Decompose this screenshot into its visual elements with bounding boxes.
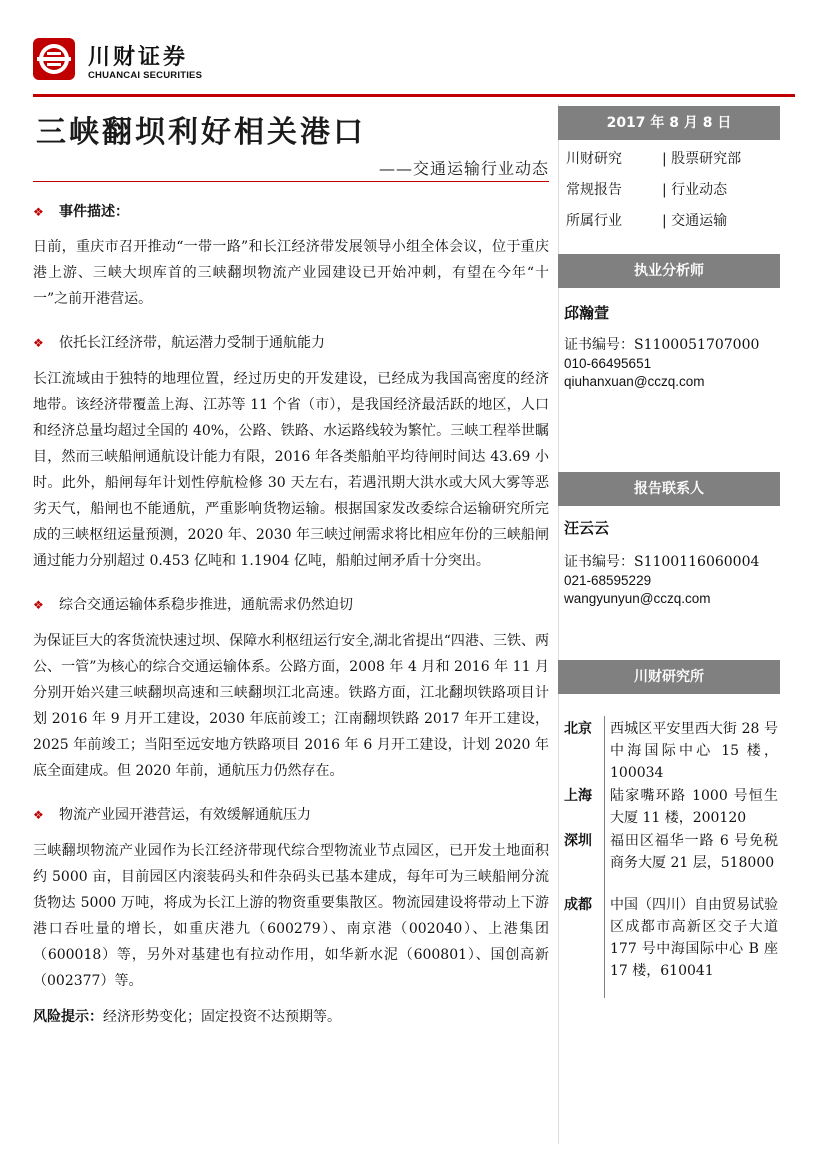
brand-name-cn: 川财证券 xyxy=(88,45,189,70)
diamond-bullet-icon: ❖ xyxy=(33,808,44,822)
header-divider xyxy=(33,94,795,97)
diamond-bullet-icon: ❖ xyxy=(33,205,44,219)
risk-label: 风险提示： xyxy=(33,1009,103,1025)
analyst-card xyxy=(558,302,786,391)
info-row xyxy=(558,144,780,175)
section3-heading: 物流产业园开港营运，有效缓解通航压力 xyxy=(59,807,311,823)
info-key: 川财研究 xyxy=(566,151,622,167)
analyst-phone: 010-66495651 xyxy=(564,356,652,371)
contact-cert: 证书编号：S1100116060004 xyxy=(564,554,760,570)
diamond-bullet-icon: ❖ xyxy=(33,336,44,350)
chuancai-logo-icon xyxy=(33,38,75,80)
brand-name-en: CHUANCAI SECURITIES xyxy=(88,70,203,81)
analyst-name: 邱瀚萱 xyxy=(564,304,610,322)
event-heading-row xyxy=(33,196,549,228)
office-city: 北京 xyxy=(564,721,592,737)
report-date: 2017 年 8 月 8 日 xyxy=(558,106,780,140)
sidebar xyxy=(558,106,780,237)
office-address: 中国（四川）自由贸易试验区成都市高新区交子大道 177 号中海国际中心 B 座 17 楼，610041 xyxy=(610,897,778,979)
contact-card xyxy=(558,517,786,608)
contact-email: wangyunyun@cczq.com xyxy=(564,591,711,606)
office-city: 上海 xyxy=(564,788,592,804)
section3-paragraph: 三峡翻坝物流产业园作为长江经济带现代综合型物流业节点园区，已开发土地面积约 5000 亩，目前园区内滚装码头和件杂码头已基本建成，每年可为三峡船闸分流货物达 5000 万吨，将成为长江上游的物资重要集散区。物流园建设将带动上下游港口吞吐量的增长，如重庆港九（600279）、南京港（002040）、上港集团（600018）等，另外对基建也有拉动作用，如华新水泥（600801）、国创高新（002377）等。 xyxy=(33,843,549,989)
office-address: 西城区平安里西大街 28 号中海国际中心 15 楼，100034 xyxy=(610,721,778,781)
info-row xyxy=(558,206,780,237)
analyst-header: 执业分析师 xyxy=(558,254,780,288)
office-address: 福田区福华一路 6 号免税商务大厦 21 层，518000 xyxy=(610,833,778,871)
report-title: 三峡翻坝利好相关港口 xyxy=(36,115,366,150)
office-city: 成都 xyxy=(564,897,592,913)
event-paragraph: 日前，重庆市召开推动“一带一路”和长江经济带发展领导小组全体会议，位于重庆港上游、三峡大坝库首的三峡翻坝物流产业园建设已开始冲刺，有望在今年“十一”之前开港营运。 xyxy=(33,239,549,307)
info-value: | 行业动态 xyxy=(662,182,728,198)
report-subtitle: ——交通运输行业动态 xyxy=(378,159,549,178)
info-row xyxy=(558,175,780,206)
institute-header: 川财研究所 xyxy=(558,660,780,694)
section2-heading-row xyxy=(33,590,549,620)
risk-note xyxy=(33,1004,549,1030)
diamond-bullet-icon: ❖ xyxy=(33,598,44,612)
office-column-divider xyxy=(604,716,605,998)
info-value: | 股票研究部 xyxy=(662,151,742,167)
contact-header: 报告联系人 xyxy=(558,472,780,506)
office-address: 陆家嘴环路 1000 号恒生大厦 11 楼，200120 xyxy=(610,788,778,826)
section1-paragraph: 长江流域由于独特的地理位置，经过历史的开发建设，已经成为我国高密度的经济地带。该经济带覆盖上海、江苏等 11 个省（市），是我国经济最活跃的地区，人口和经济总量均超过全国的 40%，公路、铁路、水运路线较为繁忙。三峡工程举世瞩目，然而三峡船闸通航设计能力有限，2016 年各类船舶平均待闸时间达 43.69 小时。此外，船闸每年计划性停航检修 30 天左右，若遇汛期大洪水或大风大雾等恶劣天气，船闸也不能通航，严重影响货物运输。根据国家发改委综合运输研究所完成的三峡枢纽运量预测，2020 年、2030 年三峡过闸需求将比相应年份的三峡船闸通过能力分别超过 0.453 亿吨和 1.1904 亿吨，船舶过闸矛盾十分突出。 xyxy=(33,371,549,569)
contact-phone: 021-68595229 xyxy=(564,573,652,588)
risk-text: 经济形势变化；固定投资不达预期等。 xyxy=(103,1009,341,1025)
report-body xyxy=(33,196,549,1030)
event-heading: 事件描述： xyxy=(59,204,129,220)
info-key: 常规报告 xyxy=(566,182,622,198)
section3-heading-row xyxy=(33,800,549,830)
analyst-cert: 证书编号：S1100051707000 xyxy=(564,337,760,353)
section1-heading: 依托长江经济带，航运潜力受制于通航能力 xyxy=(59,335,325,351)
info-key: 所属行业 xyxy=(566,213,622,229)
section2-paragraph: 为保证巨大的客货流快速过坝、保障水利枢纽运行安全,湖北省提出“四港、三铁、两公、一管”为核心的综合交通运输体系。公路方面，2008 年 4 月和 2016 年 11 月分别开始兴建三峡翻坝高速和三峡翻坝江北高速。铁路方面，江北翻坝铁路项目计划 2016 年 9 月开工建设，2030 年底前竣工；江南翻坝铁路 2017 年开工建设，2025 年前竣工；当阳至远安地方铁路项目 2016 年 6 月开工建设，计划 2020 年底全面建成。但 2020 年前，通航压力仍然存在。 xyxy=(33,633,549,779)
info-value: | 交通运输 xyxy=(662,213,728,229)
analyst-email: qiuhanxuan@cczq.com xyxy=(564,374,705,389)
office-city: 深圳 xyxy=(564,833,592,849)
title-divider xyxy=(33,181,549,182)
contact-name: 汪云云 xyxy=(564,519,610,537)
section1-heading-row xyxy=(33,328,549,358)
section2-heading: 综合交通运输体系稳步推进，通航需求仍然迫切 xyxy=(59,597,353,613)
